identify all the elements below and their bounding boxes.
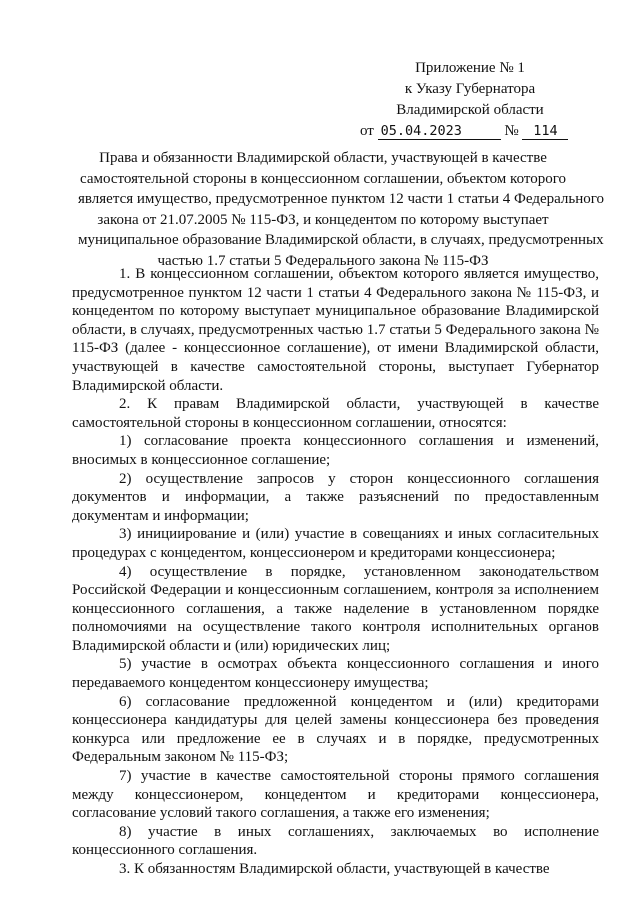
- decree-number: 114: [522, 123, 568, 140]
- appendix-number: Приложение № 1: [415, 60, 525, 76]
- title-line: частью 1.7 статьи 5 Федерального закона № 115-ФЗ: [157, 252, 489, 269]
- appendix-date-line: [360, 121, 580, 142]
- list-item-2: 2) осуществление запросов у сторон концессионного соглашения документов и информации, а также разъяснений по предоставленным документам и информации;: [72, 470, 599, 524]
- appendix-decree-ref: к Указу Губернатора: [404, 81, 536, 97]
- list-item-7: 7) участие в качестве самостоятельной стороны прямого соглашения между концессионером, концедентом и кредиторами концессионера, согласование условий такого соглашения, а также его изменения;: [72, 768, 599, 822]
- title-line: закона от 21.07.2005 № 115-ФЗ, и концедентом по которому выступает: [97, 211, 549, 228]
- title-line: самостоятельной стороны в концессионном соглашении, объектом которого: [79, 170, 567, 187]
- decree-date: 05.04.2023: [378, 123, 501, 140]
- document-title: [78, 148, 605, 271]
- document-body: [72, 265, 599, 879]
- title-line: муниципальное образование Владимирской области, в случаях, предусмотренных: [78, 232, 604, 248]
- paragraph-2: 2. К правам Владимирской области, участвующей в качестве самостоятельной стороны в концессионном соглашении, относятся:: [72, 396, 599, 431]
- appendix-region: Владимирской области: [396, 102, 544, 118]
- list-item-1: 1) согласование проекта концессионного соглашения и изменений, вносимых в концессионное соглашение;: [72, 433, 599, 468]
- paragraph-3: 3. К обязанностям Владимирской области, участвующей в качестве: [119, 861, 550, 877]
- list-item-8: 8) участие в иных соглашениях, заключаемых во исполнение концессионного соглашения.: [72, 823, 599, 859]
- date-prefix: от: [360, 123, 374, 139]
- list-item-3: 3) инициирование и (или) участие в совещаниях и иных согласительных процедурах с концедентом, концессионером и кредиторами концессионера;: [72, 526, 599, 561]
- paragraph-1: 1. В концессионном соглашении, объектом которого является имущество, предусмотренное пунктом 12 части 1 статьи 4 Федерального закона № 115-ФЗ, и концедентом по которому выступает муниципальное образование Владимирской области, в случаях, предусмотренных частью 1.7 статьи 5 Федерального закона № 115-ФЗ (далее - концессионное соглашение), от имени Владимирской области, участвующей в качестве самостоятельной стороны, выступает Губернатор Владимирской области.: [72, 266, 599, 394]
- list-item-4: 4) осуществление в порядке, установленном законодательством Российской Федерации и концессионным соглашением, контроля за исполнением концессионного соглашения, а также наделение в установленном порядке полномочиями на осуществление такого контроля исполнительных органов Владимирской области и (или) юридических лиц;: [72, 563, 599, 654]
- number-prefix: №: [504, 123, 519, 139]
- title-line: является имущество, предусмотренное пунктом 12 части 1 статьи 4 Федерального: [78, 191, 605, 207]
- list-item-5: 5) участие в осмотрах объекта концессионного соглашения и иного передаваемого концедентом концессионеру имущества;: [72, 656, 599, 692]
- title-line: Права и обязанности Владимирской области, участвующей в качестве: [99, 150, 547, 166]
- appendix-header: [360, 58, 580, 142]
- list-item-6: 6) согласование предложенной концедентом и (или) кредиторами концессионера кандидатуры для целей замены концессионера без проведения конкурса или предложение ее в случаях и в порядке, предусмотренных Федеральным законом № 115-ФЗ;: [72, 693, 599, 766]
